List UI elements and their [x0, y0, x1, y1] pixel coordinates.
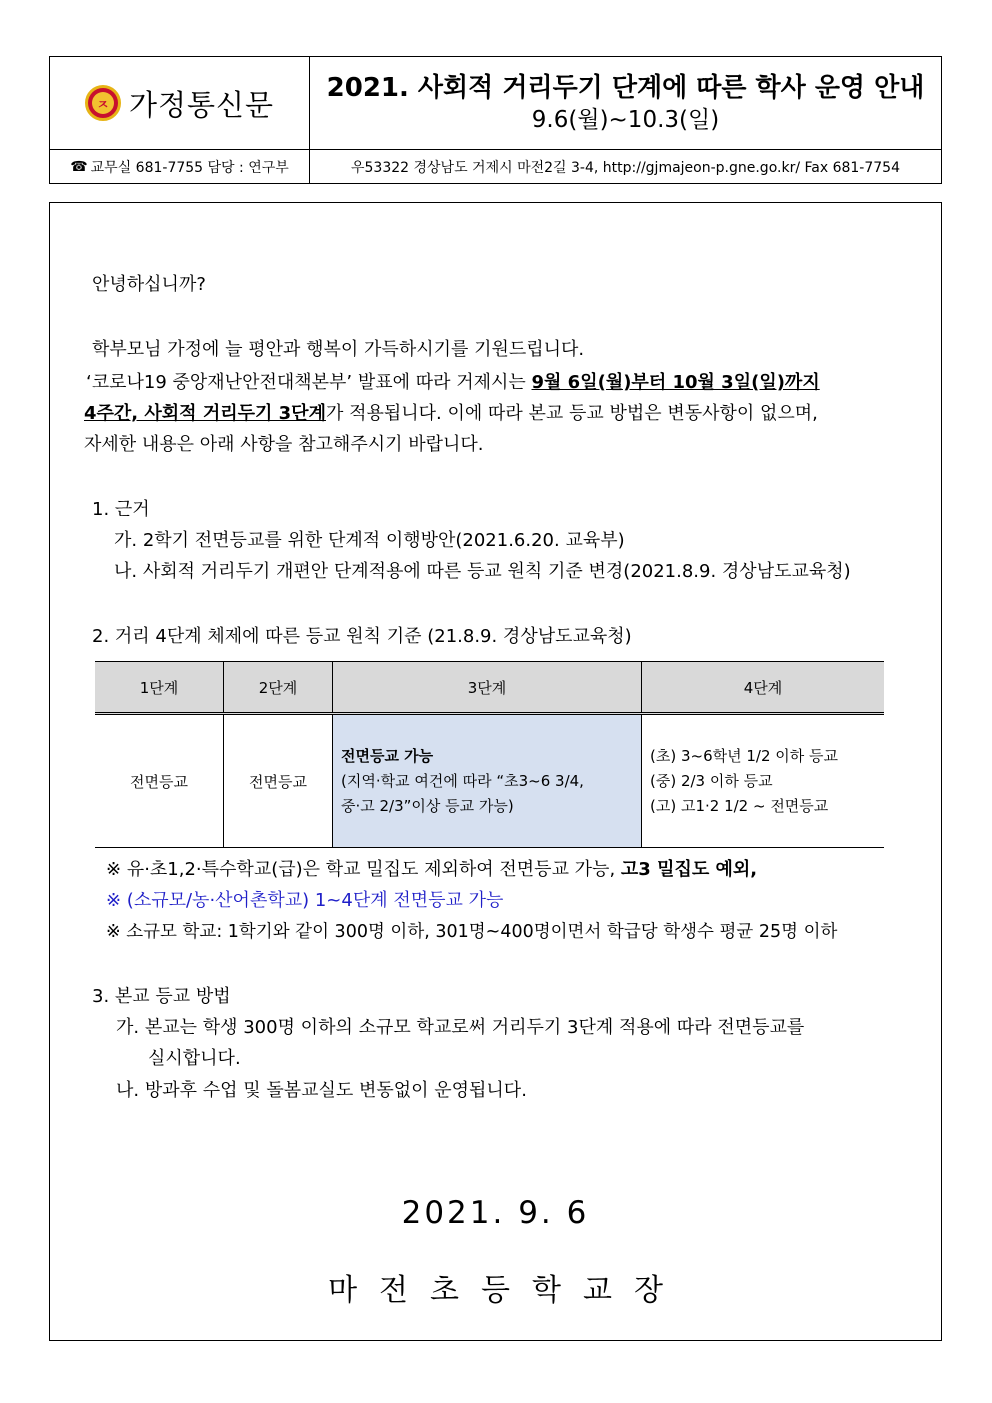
table-row	[95, 714, 884, 848]
newsletter-header	[49, 56, 942, 184]
section-1-item-b: 나. 사회적 거리두기 개편안 단계적용에 따른 등교 원칙 기준 변경(2021.8.9. 경상남도교육청)	[114, 561, 851, 582]
p2-underline-b: 4주간, 사회적 거리두기 3단계	[84, 403, 326, 424]
info-row	[50, 149, 941, 183]
address-text: 우53322 경상남도 거제시 마전2길 3-4, http://gjmajeon-p.gne.go.kr/ Fax 681-7754	[351, 159, 900, 176]
stage-3-title: 전면등교 가능	[341, 746, 434, 765]
stage-3-line-2: 중·고 2/3”이상 등교 가능)	[341, 796, 514, 815]
stage-table	[95, 661, 884, 848]
section-1-heading: 1. 근거	[92, 499, 150, 520]
header-stage-3: 3단계	[333, 662, 642, 714]
note-3: ※ 소규모 학교: 1학기와 같이 300명 이하, 301명~400명이면서 학급당 학생수 평균 25명 이하	[106, 922, 838, 942]
paragraph-2-line-3: 자세한 내용은 아래 사항을 참고해주시기 바랍니다.	[84, 434, 484, 455]
contact-cell	[50, 150, 310, 183]
paragraph-1: 학부모님 가정에 늘 평안과 행복이 가득하시기를 기원드립니다.	[92, 339, 585, 360]
contact-text: 교무실 681-7755 담당 : 연구부	[90, 159, 289, 176]
cell-stage-4	[642, 714, 885, 848]
header-stage-2: 2단계	[224, 662, 333, 714]
note-2: ※ (소규모/농·산어촌학교) 1~4단계 전면등교 가능	[106, 890, 504, 911]
cell-stage-2: 전면등교	[224, 714, 333, 848]
section-3-item-a: 가. 본교는 학생 300명 이하의 소규모 학교로써 거리두기 3단계 적용에 따라 전면등교를	[116, 1017, 805, 1038]
cell-stage-3	[333, 714, 642, 848]
page-title: 2021. 사회적 거리두기 단계에 따른 학사 운영 안내	[326, 73, 925, 103]
p2-text-b: 가 적용됩니다. 이에 따라 본교 등교 방법은 변동사항이 없으며,	[325, 403, 818, 424]
phone-icon: ☎	[70, 158, 88, 175]
header-stage-4: 4단계	[642, 662, 885, 714]
section-3-item-a-cont: 실시합니다.	[148, 1048, 241, 1069]
stage-4-line-1: (초) 3~6학년 1/2 이하 등교	[650, 746, 839, 765]
header-stage-1: 1단계	[95, 662, 224, 714]
period-text: 9.6(월)~10.3(일)	[531, 107, 720, 133]
paragraph-2-line-1	[86, 371, 820, 395]
section-1-item-a: 가. 2학기 전면등교를 위한 단계적 이행방안(2021.6.20. 교육부)	[114, 530, 625, 551]
issue-date: 2021. 9. 6	[401, 1195, 590, 1231]
section-3-item-b: 나. 방과후 수업 및 돌봄교실도 변동없이 운영됩니다.	[116, 1080, 527, 1101]
note-1-bold: 고3 밀집도 예외,	[620, 859, 758, 880]
logo-cell	[50, 57, 310, 149]
stage-4-line-2: (중) 2/3 이하 등교	[650, 771, 773, 790]
paragraph-2-line-2	[84, 402, 818, 426]
title-cell	[310, 57, 941, 149]
stage-4-line-3: (고) 고1·2 1/2 ~ 전면등교	[650, 796, 829, 815]
emblem-letter: ㅈ	[92, 92, 114, 114]
p2-underline-a: 9월 6일(월)부터 10월 3일(일)까지	[531, 372, 820, 393]
school-emblem-icon	[85, 85, 121, 121]
greeting: 안녕하십니까?	[92, 274, 206, 295]
principal-signature: 마전초등학교장	[328, 1273, 685, 1308]
table-header-row	[95, 662, 884, 714]
note-1-text: ※ 유·초1,2·특수학교(급)은 학교 밀집도 제외하여 전면등교 가능,	[106, 859, 621, 880]
p2-text-a: ‘코로나19 중앙재난안전대책본부’ 발표에 따라 거제시는	[86, 372, 532, 393]
newsletter-label: 가정통신문	[128, 87, 275, 122]
stage-3-line-1: (지역·학교 여건에 따라 “초3~6 3/4,	[341, 771, 584, 790]
section-2-heading: 2. 거리 4단계 체제에 따른 등교 원칙 기준 (21.8.9. 경상남도교육청)	[92, 626, 632, 647]
section-3-heading: 3. 본교 등교 방법	[92, 986, 231, 1007]
cell-stage-1: 전면등교	[95, 714, 224, 848]
letter-body	[49, 202, 942, 1341]
note-1	[106, 858, 757, 882]
